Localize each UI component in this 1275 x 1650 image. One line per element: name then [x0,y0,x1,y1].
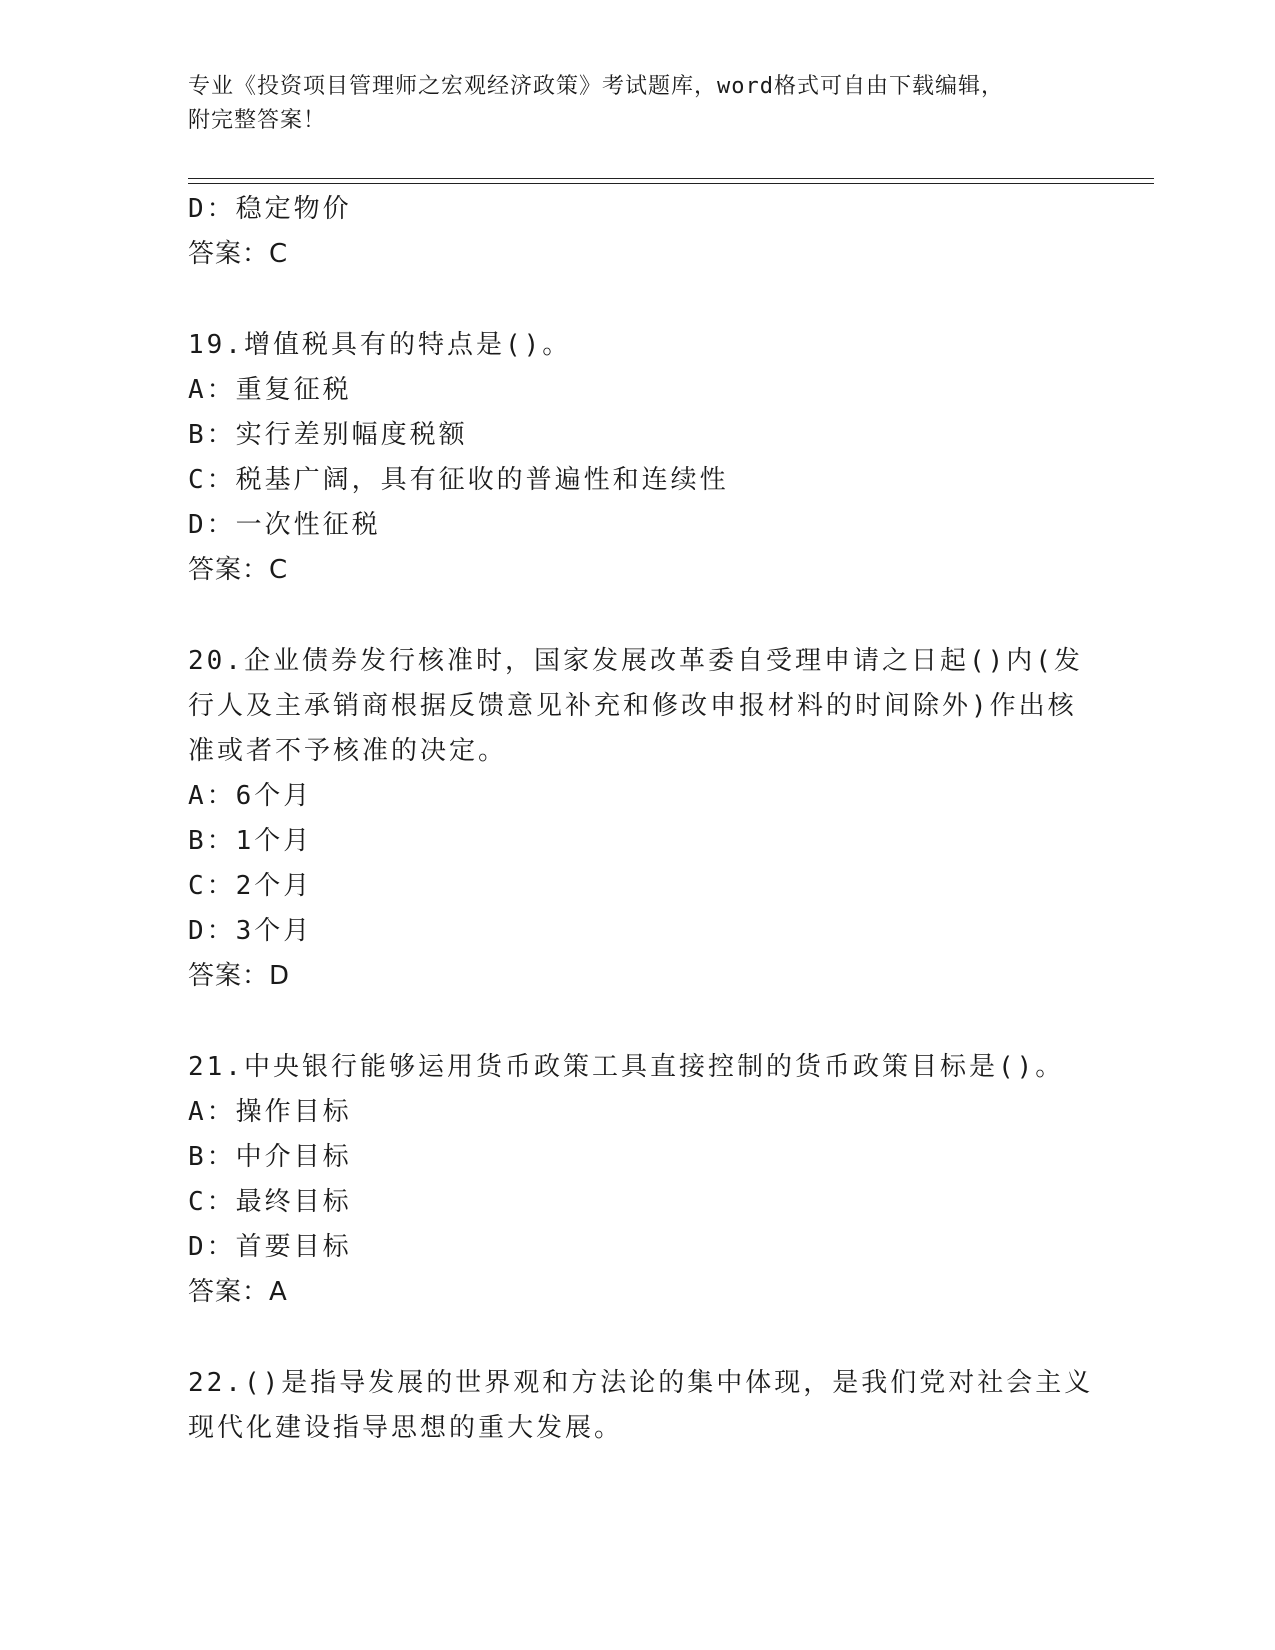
header-line-1: 专业《投资项目管理师之宏观经济政策》考试题库，word格式可自由下载编辑， [188,74,1004,99]
option-d: D：稳定物价 [188,194,352,224]
question-22 [188,1361,1094,1451]
option-b: B：1个月 [188,826,313,856]
option-d: D：首要目标 [188,1232,352,1262]
option-b: B：实行差别幅度税额 [188,420,468,450]
option-c: C：税基广阔，具有征收的普遍性和连续性 [188,465,729,495]
question-19 [188,323,1088,593]
question-stem: 20.企业债券发行核准时，国家发展改革委自受理申请之日起()内(发 [188,646,1083,676]
question-21 [188,1045,1088,1315]
answer-line: 答案：C [188,239,289,269]
question-stem: 现代化建设指导思想的重大发展。 [188,1413,624,1443]
question-stem: 21.中央银行能够运用货币政策工具直接控制的货币政策目标是()。 [188,1052,1065,1082]
answer-line: 答案：A [188,1277,288,1307]
option-c: C：2个月 [188,871,313,901]
option-a: A：操作目标 [188,1097,352,1127]
option-a: A：6个月 [188,781,313,811]
header-divider-bottom [188,183,1154,184]
question-stem: 22.()是指导发展的世界观和方法论的集中体现，是我们党对社会主义 [188,1368,1094,1398]
question-stem: 准或者不予核准的决定。 [188,736,508,766]
option-d: D：一次性征税 [188,510,381,540]
option-a: A：重复征税 [188,375,352,405]
question-stem: 行人及主承销商根据反馈意见补充和修改申报材料的时间除外)作出核 [188,691,1077,721]
question-stem: 19.增值税具有的特点是()。 [188,330,572,360]
page-header [188,70,1088,138]
option-d: D：3个月 [188,916,313,946]
question-20 [188,639,1088,999]
header-divider-top [188,178,1154,179]
answer-line: 答案：C [188,555,289,585]
answer-line: 答案：D [188,961,291,991]
option-b: B：中介目标 [188,1142,352,1172]
option-c: C：最终目标 [188,1187,352,1217]
question-list [188,187,1094,1451]
header-line-2: 附完整答案！ [188,108,327,133]
